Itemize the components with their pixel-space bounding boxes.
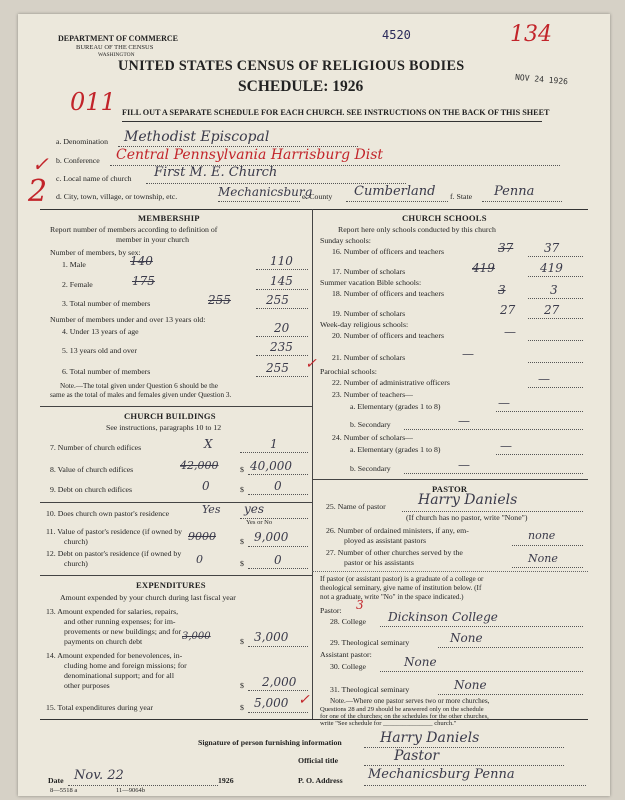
graduate-note-line1: If pastor (or assistant pastor) is a graduate of a college or bbox=[320, 575, 484, 583]
q13-value: 3,000 bbox=[254, 630, 289, 644]
q23a-value: — bbox=[498, 396, 510, 410]
q16-label: 16. Number of officers and teachers bbox=[332, 247, 445, 256]
q13-label-line1: 13. Amount expended for salaries, repairs, bbox=[46, 607, 179, 616]
city-label: WASHINGTON bbox=[98, 52, 135, 58]
q2-struck-value: 175 bbox=[132, 274, 155, 288]
q9-dollar: $ bbox=[240, 485, 244, 494]
print-number: 11—9064b bbox=[116, 787, 146, 794]
pastor-label: Pastor: bbox=[320, 606, 342, 615]
q12-label-line2: church) bbox=[64, 559, 88, 568]
q24a-label: a. Elementary (grades 1 to 8) bbox=[350, 445, 441, 454]
q13-label-line3: provements or new buildings; and for bbox=[64, 627, 182, 636]
q28-value: Dickinson College bbox=[388, 610, 498, 624]
q11-value: 9,000 bbox=[254, 530, 289, 544]
q30-label: 30. College bbox=[330, 662, 366, 671]
city-town-label: d. City, town, village, or township, etc. bbox=[56, 192, 178, 201]
form-number: 8—5518 a bbox=[50, 787, 78, 794]
weekday-schools-label: Week-day religious schools: bbox=[320, 320, 409, 329]
parochial-schools-label: Parochial schools: bbox=[320, 367, 377, 376]
graduate-note-line2: theological seminary, give name of institution below. (If bbox=[320, 584, 482, 592]
q27-value: None bbox=[528, 552, 558, 565]
q9-label: 9. Debt on church edifices bbox=[50, 485, 133, 494]
official-title-label: Official title bbox=[298, 756, 339, 765]
bureau-label: BUREAU OF THE CENSUS bbox=[76, 44, 154, 51]
q12-struck-value: 0 bbox=[196, 553, 203, 566]
q26-value: none bbox=[528, 529, 556, 542]
q22-value: — bbox=[538, 372, 550, 386]
q26-label-line1: 26. Number of ordained ministers, if any, em- bbox=[326, 526, 469, 535]
q23a-label: a. Elementary (grades 1 to 8) bbox=[350, 402, 441, 411]
expenditures-title: EXPENDITURES bbox=[136, 580, 206, 590]
signature-label: Signature of person furnishing information bbox=[198, 738, 342, 747]
membership-title: MEMBERSHIP bbox=[138, 213, 200, 223]
membership-note-line2: same as the total of males and females given under Question 3. bbox=[50, 391, 232, 399]
q13-dollar: $ bbox=[240, 637, 244, 646]
graduate-note-line3: not a graduate, write "No" in the space indicated.) bbox=[320, 593, 464, 601]
pastor-title: PASTOR bbox=[432, 484, 468, 494]
stamp-number: 4520 bbox=[382, 28, 411, 42]
q10-value: yes bbox=[244, 502, 265, 516]
q30-value: None bbox=[404, 655, 437, 669]
q7-struck-value: X bbox=[204, 437, 213, 451]
q14-label-line2: cluding home and foreign missions; for bbox=[64, 661, 187, 670]
q31-label: 31. Theological seminary bbox=[330, 685, 410, 694]
q8-value: 40,000 bbox=[250, 459, 292, 473]
department-label: DEPARTMENT OF COMMERCE bbox=[58, 34, 179, 43]
q9-value: 0 bbox=[274, 479, 282, 493]
county-value: Cumberland bbox=[354, 184, 436, 199]
q24b-label: b. Secondary bbox=[350, 464, 391, 473]
q8-label: 8. Value of church edifices bbox=[50, 465, 134, 474]
date-year: 1926 bbox=[218, 776, 234, 785]
assistant-pastor-label: Assistant pastor: bbox=[320, 650, 372, 659]
q19-value: 27 bbox=[544, 303, 560, 317]
q12-dollar: $ bbox=[240, 559, 244, 568]
by-age-label: Number of members under and over 13 years old: bbox=[50, 315, 206, 324]
q4-label: 4. Under 13 years of age bbox=[62, 327, 139, 336]
official-title-value: Pastor bbox=[394, 748, 440, 764]
q14-label-line4: other purposes bbox=[64, 681, 110, 690]
q23b-value: — bbox=[458, 414, 470, 428]
q6-label: 6. Total number of members bbox=[62, 367, 151, 376]
q24a-value: — bbox=[500, 439, 512, 453]
check-mark-icon: ✓ bbox=[32, 152, 49, 176]
q12-value: 0 bbox=[274, 553, 282, 567]
q9-struck-value: 0 bbox=[202, 479, 210, 493]
census-schedule-sheet bbox=[18, 14, 610, 796]
q17-label: 17. Number of scholars bbox=[332, 267, 406, 276]
instruction-line: FILL OUT A SEPARATE SCHEDULE FOR EACH CHURCH. SEE INSTRUCTIONS ON THE BACK OF THIS SHEET bbox=[122, 108, 550, 117]
form-title: UNITED STATES CENSUS OF RELIGIOUS BODIES bbox=[118, 58, 465, 74]
q15-dollar: $ bbox=[240, 703, 244, 712]
membership-sub1: Report number of members according to definition of bbox=[50, 225, 218, 234]
pastor-note-line4: write "See schedule for _______________ church." bbox=[320, 720, 457, 727]
buildings-sub: See instructions, paragraphs 10 to 12 bbox=[106, 423, 222, 432]
denomination-label: a. Denomination bbox=[56, 137, 108, 146]
q11-label-line2: church) bbox=[64, 537, 88, 546]
pastor-mark: 3 bbox=[356, 598, 364, 612]
q6-check-icon: ✓ bbox=[305, 356, 317, 372]
q19-label: 19. Number of scholars bbox=[332, 309, 406, 318]
q25-value: Harry Daniels bbox=[418, 492, 518, 508]
q7-label: 7. Number of church edifices bbox=[50, 443, 142, 452]
schedule-title: SCHEDULE: 1926 bbox=[238, 78, 364, 95]
q15-label: 15. Total expenditures during year bbox=[46, 703, 153, 712]
q15-check-icon: ✓ bbox=[298, 692, 310, 708]
yes-or-no-hint: Yes or No bbox=[246, 519, 273, 526]
pastor-note-line1: Note.—Where one pastor serves two or more churches, bbox=[330, 697, 490, 705]
q13-label-line2: and other running expenses; for im- bbox=[64, 617, 176, 626]
q25-label: 25. Name of pastor bbox=[326, 502, 386, 511]
q31-value: None bbox=[454, 678, 487, 692]
date-value: Nov. 22 bbox=[74, 768, 124, 783]
q13-label-line4: payments on church debt bbox=[64, 637, 143, 646]
q1-value: 110 bbox=[270, 254, 293, 268]
q27-label-line2: pastor or his assistants bbox=[344, 558, 414, 567]
county-label: e. County bbox=[302, 192, 333, 201]
q22-label: 22. Number of administrative officers bbox=[332, 378, 450, 387]
conference-label: b. Conference bbox=[56, 156, 100, 165]
q5-label: 5. 13 years old and over bbox=[62, 346, 137, 355]
conference-value: Central Pennsylvania Harrisburg Dist bbox=[116, 147, 384, 163]
pastor-note-line3: for one of the churches; on the schedules for the other churches, bbox=[320, 713, 489, 720]
q20-label: 20. Number of officers and teachers bbox=[332, 331, 445, 340]
q11-label-line1: 11. Value of pastor's residence (if owned by bbox=[46, 527, 183, 536]
denomination-value: Methodist Episcopal bbox=[124, 129, 270, 145]
membership-sub2: member in your church bbox=[116, 235, 189, 244]
state-label: f. State bbox=[450, 192, 473, 201]
q1-label: 1. Male bbox=[62, 260, 86, 269]
q28-label: 28. College bbox=[330, 617, 366, 626]
q14-value: 2,000 bbox=[262, 675, 297, 689]
q2-value: 145 bbox=[270, 274, 293, 288]
q7-value: 1 bbox=[270, 437, 278, 451]
signature-value: Harry Daniels bbox=[380, 730, 480, 746]
corner-number: 134 bbox=[510, 22, 552, 47]
schools-title: CHURCH SCHOOLS bbox=[402, 213, 487, 223]
q29-label: 29. Theological seminary bbox=[330, 638, 410, 647]
q18-label: 18. Number of officers and teachers bbox=[332, 289, 445, 298]
buildings-title: CHURCH BUILDINGS bbox=[124, 411, 216, 421]
q14-label-line1: 14. Amount expended for benevolences, in- bbox=[46, 651, 183, 660]
code-number: 011 bbox=[70, 88, 116, 116]
q10-struck-value: Yes bbox=[202, 503, 221, 516]
state-value: Penna bbox=[494, 184, 535, 199]
local-name-label: c. Local name of church bbox=[56, 174, 132, 183]
q8-struck-value: 42,000 bbox=[180, 459, 219, 472]
q21-label: 21. Number of scholars bbox=[332, 353, 406, 362]
po-address-label: P. O. Address bbox=[298, 776, 343, 785]
by-sex-label: Number of members, by sex: bbox=[50, 248, 141, 257]
q29-value: None bbox=[450, 631, 483, 645]
q16-value: 37 bbox=[544, 241, 560, 255]
q13-struck-value: 3,000 bbox=[182, 631, 211, 642]
received-date-stamp: NOV 24 1926 bbox=[514, 72, 569, 87]
q24-label: 24. Number of scholars— bbox=[332, 433, 413, 442]
q4-value: 20 bbox=[274, 321, 290, 335]
q6-value: 255 bbox=[266, 361, 289, 375]
q5-value: 235 bbox=[270, 340, 293, 354]
q18-value: 3 bbox=[550, 283, 558, 297]
q12-label-line1: 12. Debt on pastor's residence (if owned by bbox=[46, 549, 182, 558]
q14-dollar: $ bbox=[240, 681, 244, 690]
pastor-note-line2: Questions 28 and 29 should be answered only on the schedule bbox=[320, 706, 484, 713]
q3-label: 3. Total number of members bbox=[62, 299, 151, 308]
q26-label-line2: ployed as assistant pastors bbox=[344, 536, 427, 545]
q19-struck-value: 27 bbox=[500, 303, 516, 317]
q1-struck-value: 140 bbox=[130, 254, 153, 268]
q17-struck-value: 419 bbox=[472, 261, 495, 275]
q25-note: (If church has no pastor, write "None") bbox=[406, 513, 528, 522]
q23-label: 23. Number of teachers— bbox=[332, 390, 413, 399]
q8-dollar: $ bbox=[240, 465, 244, 474]
city-town-value: Mechanicsburg bbox=[218, 185, 313, 199]
summer-schools-label: Summer vacation Bible schools: bbox=[320, 278, 422, 287]
sunday-schools-label: Sunday schools: bbox=[320, 236, 371, 245]
po-address-value: Mechanicsburg Penna bbox=[368, 767, 515, 782]
q11-dollar: $ bbox=[240, 537, 244, 546]
date-label: Date bbox=[48, 776, 64, 785]
q27-label-line1: 27. Number of other churches served by the bbox=[326, 548, 463, 557]
q3-struck-value: 255 bbox=[208, 293, 231, 307]
q24b-value: — bbox=[458, 458, 470, 472]
q21-value: — bbox=[462, 347, 474, 361]
q10-label: 10. Does church own pastor's residence bbox=[46, 509, 170, 518]
q18-struck-value: 3 bbox=[498, 283, 506, 297]
q17-value: 419 bbox=[540, 261, 563, 275]
expenditures-sub: Amount expended by your church during last fiscal year bbox=[60, 593, 236, 602]
schools-sub: Report here only schools conducted by this church bbox=[338, 225, 496, 234]
q11-struck-value: 9000 bbox=[188, 530, 216, 543]
q3-value: 255 bbox=[266, 293, 289, 307]
membership-note-line1: Note.—The total given under Question 6 should be the bbox=[60, 382, 218, 390]
q14-label-line3: denominational support; and for all bbox=[64, 671, 174, 680]
q2-label: 2. Female bbox=[62, 280, 93, 289]
margin-mark: 2 bbox=[28, 174, 48, 209]
local-name-value: First M. E. Church bbox=[154, 165, 278, 180]
q23b-label: b. Secondary bbox=[350, 420, 391, 429]
q16-struck-value: 37 bbox=[498, 241, 514, 255]
q15-value: 5,000 bbox=[254, 696, 289, 710]
q20-value: — bbox=[504, 325, 516, 339]
